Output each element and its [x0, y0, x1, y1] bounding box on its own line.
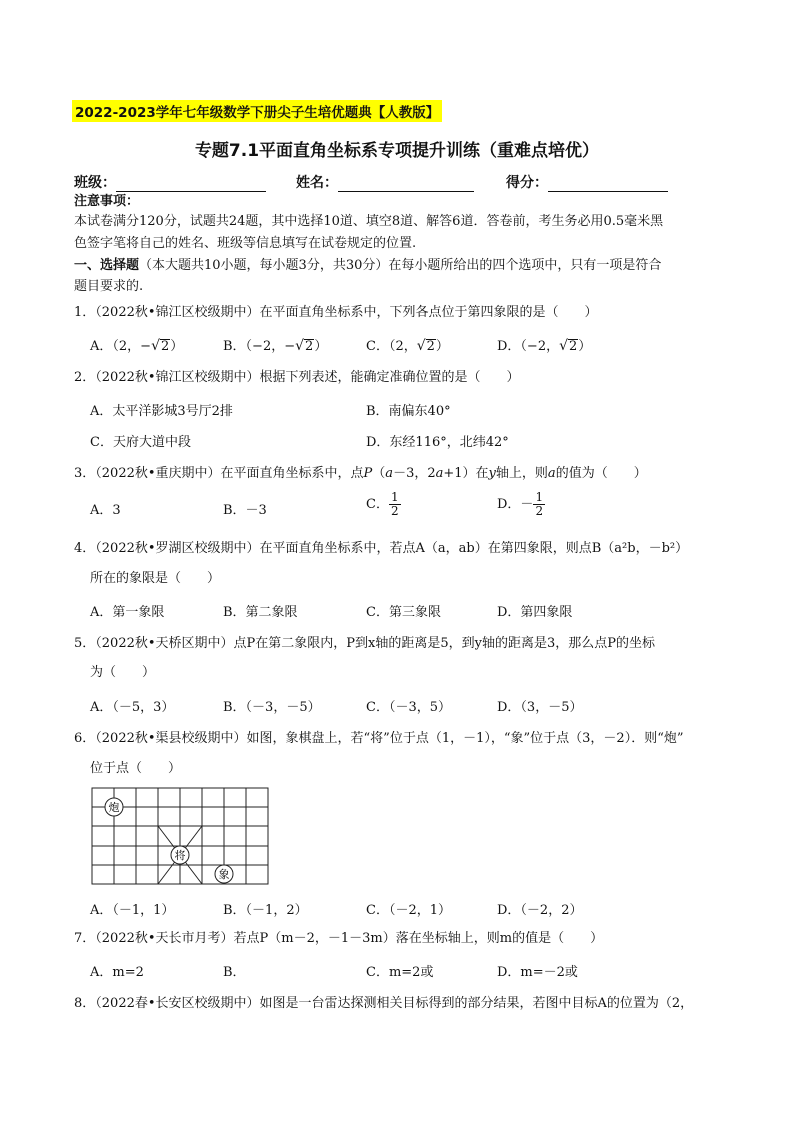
q4-option-a[interactable]: A．第一象限	[90, 605, 165, 620]
q4-stem: 4．（2022秋•罗湖区校级期中）在平面直角坐标系中，若点A（a，ab）在第四象限，则点B（a²b，－b²）	[74, 541, 689, 556]
q1-option-b[interactable]: B．（−2，−√2）	[223, 338, 328, 354]
name-label: 姓名：	[296, 175, 338, 191]
q6-option-b[interactable]: B．（－1，2）	[223, 903, 308, 918]
q1-stem: 1．（2022秋•锦江区校级期中）在平面直角坐标系中，下列各点位于第四象限的是（ ）	[74, 305, 598, 320]
svg-text:炮: 炮	[108, 801, 120, 814]
q2-option-c[interactable]: C．天府大道中段	[90, 435, 191, 450]
svg-text:象: 象	[218, 868, 230, 881]
section-heading	[74, 257, 661, 275]
class-blank[interactable]	[116, 177, 266, 192]
series-banner: 2022-2023学年七年级数学下册尖子生培优题典【人教版】	[72, 100, 442, 122]
q7-option-c[interactable]: C．m=2或	[366, 965, 434, 980]
notes-heading: 注意事项：	[74, 194, 140, 209]
q5-option-a[interactable]: A．（－5，3）	[90, 700, 175, 715]
q6-option-a[interactable]: A．（－1，1）	[90, 903, 175, 918]
q5-stem-2: 为（ ）	[90, 665, 156, 680]
q5-option-c[interactable]: C．（－3，5）	[366, 700, 451, 715]
q6-stem-2: 位于点（ ）	[90, 761, 182, 776]
q1-option-a[interactable]: A．（2，−√2）	[90, 338, 184, 354]
q2-option-a[interactable]: A．太平洋影城3号厅2排	[90, 404, 233, 419]
q8-stem: 8．（2022春•长安区校级期中）如图是一台雷达探测相关目标得到的部分结果，若图中目标A的位置为（2，	[74, 996, 694, 1011]
q7-option-a[interactable]: A．m=2	[90, 965, 144, 980]
chessboard-figure	[90, 786, 270, 886]
score-blank[interactable]	[548, 177, 668, 192]
q6-stem: 6．（2022秋•渠县校级期中）如图，象棋盘上，若“将”位于点（1，－1），“象”位于点（3，－2）．则“炮”	[74, 731, 684, 746]
q3-option-d[interactable]: D．－ $\frac{1}{2}$	[497, 490, 544, 518]
page-title: 专题7.1平面直角坐标系专项提升训练（重难点培优）	[194, 141, 600, 161]
q3-option-b[interactable]: B．－3	[223, 503, 267, 518]
notes-line-1: 本试卷满分120分，试题共24题，其中选择10道、填空8道、解答6道．答卷前，考生务必用0.5毫米黑	[74, 214, 664, 229]
q1-option-c[interactable]: C．（2，√2）	[366, 338, 449, 354]
q5-stem: 5．（2022秋•天桥区期中）点P在第二象限内，P到x轴的距离是5，到y轴的距离是3，那么点P的坐标	[74, 636, 655, 651]
section-label: 一、选择题	[74, 258, 140, 273]
q4-option-d[interactable]: D．第四象限	[497, 605, 573, 620]
q4-option-b[interactable]: B．第二象限	[223, 605, 298, 620]
q5-option-b[interactable]: B．（－3，－5）	[223, 700, 321, 715]
q7-stem: 7．（2022秋•天长市月考）若点P（m－2，－1－3m）落在坐标轴上，则m的值是（ ）	[74, 931, 604, 946]
section-instructions: （本大题共10小题，每小题3分，共30分）在每小题所给出的四个选项中，只有一项是符合	[139, 258, 662, 273]
name-blank[interactable]	[338, 177, 474, 192]
q2-stem: 2．（2022秋•锦江区校级期中）根据下列表述，能确定准确位置的是（ ）	[74, 370, 520, 385]
q3-option-c[interactable]: C． $\frac{1}{2}$	[366, 490, 399, 518]
class-field	[74, 172, 266, 192]
piece-jiang	[171, 846, 189, 864]
q1-option-d[interactable]: D．（−2，√2）	[497, 338, 592, 354]
score-label: 得分：	[506, 175, 548, 191]
q4-stem-2: 所在的象限是（ ）	[90, 571, 221, 586]
q6-option-c[interactable]: C．（－2，1）	[366, 903, 451, 918]
q3-stem: 3．（2022秋•重庆期中）在平面直角坐标系中，点P（a－3，2a+1）在y轴上，则a的值为（ ）	[74, 466, 647, 481]
section-line-2: 题目要求的.	[74, 279, 144, 294]
q7-option-d[interactable]: D．m=－2或	[497, 965, 578, 980]
q4-option-c[interactable]: C．第三象限	[366, 605, 441, 620]
q7-option-b[interactable]: B．	[223, 965, 246, 980]
name-field	[296, 172, 474, 192]
notes-line-2: 色签字笔将自己的姓名、班级等信息填写在试卷规定的位置.	[74, 236, 417, 251]
q5-option-d[interactable]: D．（3，－5）	[497, 700, 583, 715]
piece-pao	[105, 798, 123, 816]
q2-option-b[interactable]: B．南偏东40°	[366, 404, 451, 419]
svg-text:将: 将	[174, 849, 186, 862]
piece-xiang	[215, 865, 233, 883]
score-field	[506, 172, 668, 192]
q6-option-d[interactable]: D．（－2，2）	[497, 903, 583, 918]
q2-option-d[interactable]: D．东经116°，北纬42°	[366, 435, 509, 450]
q3-option-a[interactable]: A．3	[90, 503, 121, 518]
class-label: 班级：	[74, 175, 116, 191]
